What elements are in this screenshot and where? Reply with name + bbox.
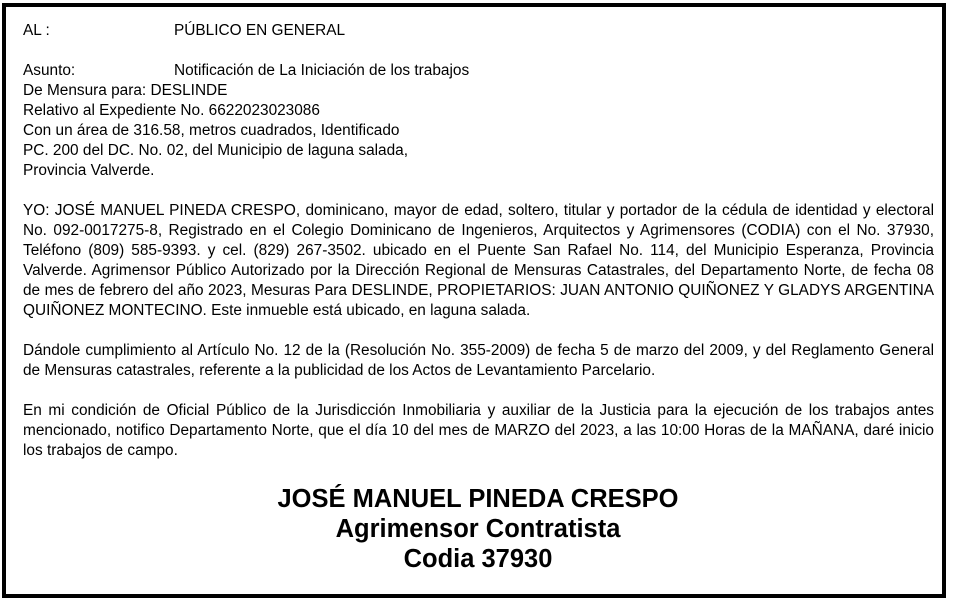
addressee-value: PÚBLICO EN GENERAL (174, 22, 346, 39)
province-line: Provincia Valverde. (23, 162, 155, 179)
subject-row (23, 61, 934, 81)
file-number-line: Relativo al Expediente No. 6622023023086 (23, 102, 320, 119)
compliance-paragraph: Dándole cumplimiento al Artículo No. 12 de la (Resolución No. 355-2009) de fecha 5 de marzo del 2009, y del Reglamento General de Mensuras catastrales, referente a la publicidad de los Actos de Levantamiento Parcelario. (23, 342, 934, 379)
addressee-row (23, 21, 934, 41)
subject-label: Asunto: (23, 62, 76, 79)
declaration-paragraph: YO: JOSÉ MANUEL PINEDA CRESPO, dominicano, mayor de edad, soltero, titular y portador de la cédula de identidad y electoral No. 092-0017275-8, Registrado en el Colegio Dominicano de Ingenieros, Arquitectos y Agrimensores (CODIA) con el No. 37930, Teléfono (809) 585-9393. y cel. (829) 267-3502. ubicado en el Puente San Rafael No. 114, del Municipio Esperanza, Provincia Valverde. Agrimensor Público Autorizado por la Dirección Regional de Mensuras Catastrales, del Departamento Norte, de fecha 08 de mes de febrero del año 2023, Mesuras Para DESLINDE, PROPIETARIOS: JUAN ANTONIO QUIÑONEZ Y GLADYS ARGENTINA QUIÑONEZ MONTECINO. Este inmueble está ubicado, en laguna salada. (23, 202, 934, 319)
parcel-line: PC. 200 del DC. No. 02, del Municipio de laguna salada, (23, 142, 408, 159)
notice-content (23, 21, 934, 461)
signature-block (6, 484, 950, 574)
signature-name: JOSÉ MANUEL PINEDA CRESPO (277, 485, 679, 513)
spacer (23, 321, 934, 341)
signature-title: Agrimensor Contratista (335, 515, 621, 543)
spacer (23, 41, 934, 61)
area-line: Con un área de 316.58, metros cuadrados, Identificado (23, 122, 400, 139)
spacer (23, 381, 934, 401)
notification-paragraph: En mi condición de Oficial Público de la Jurisdicción Inmobiliaria y auxiliar de la Justicia para la ejecución de los trabajos antes mencionado, notifico Departamento Norte, que el día 10 del mes de MARZO del 2023, a las 10:00 Horas de la MAÑANA, daré inicio los trabajos de campo. (23, 402, 934, 459)
spacer (23, 181, 934, 201)
addressee-label: AL : (23, 22, 50, 39)
signature-codia: Codia 37930 (403, 545, 553, 573)
subject-value: Notificación de La Iniciación de los trabajos (174, 62, 470, 79)
survey-type-line: De Mensura para: DESLINDE (23, 82, 228, 99)
notice-frame (2, 3, 946, 598)
